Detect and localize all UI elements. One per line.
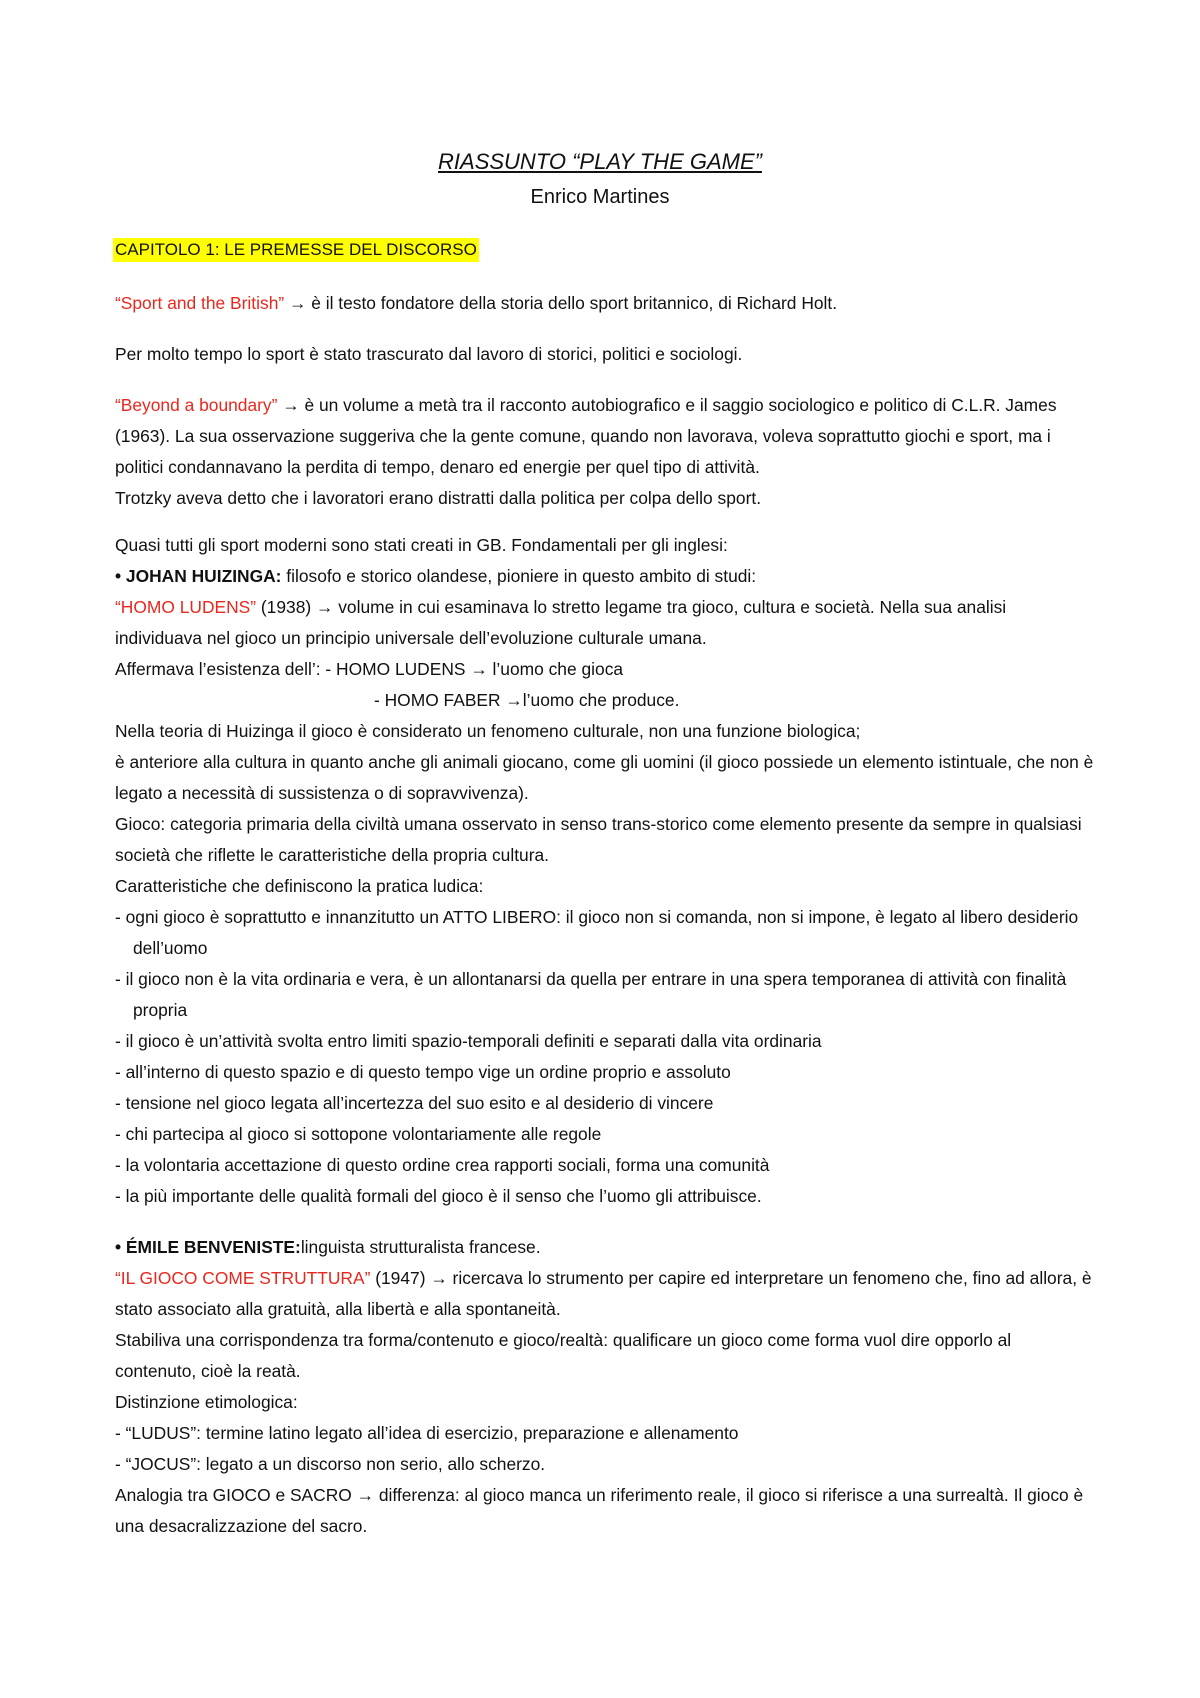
- paragraph-text: (1938) → volume in cui esaminava lo stretto legame tra gioco, cultura e società. Nella sua analisi individuava nel gioco un principio universale dell’evoluzione culturale umana.: [115, 597, 1007, 648]
- paragraph-affermava: Affermava l’esistenza dell’: - HOMO LUDENS → l’uomo che gioca: [115, 659, 624, 679]
- list-item: - “LUDUS”: termine latino legato all’idea di esercizio, preparazione e allenamento: [115, 1423, 739, 1443]
- author-description: filosofo e storico olandese, pioniere in questo ambito di studi:: [281, 566, 757, 586]
- paragraph-homo-ludens: [115, 592, 1095, 654]
- author-description: linguista strutturalista francese.: [300, 1237, 541, 1257]
- book-reference: “HOMO LUDENS”: [115, 597, 257, 617]
- author-name: • JOHAN HUIZINGA:: [115, 566, 282, 586]
- document-body: [115, 288, 1095, 1542]
- benveniste-heading: [115, 1232, 1095, 1263]
- huizinga-heading: [115, 561, 1095, 592]
- list-item: - “JOCUS”: legato a un discorso non serio, allo scherzo.: [115, 1454, 546, 1474]
- list-item: - ogni gioco è soprattutto e innanzitutto un ATTO LIBERO: il gioco non si comanda, non si impone, è legato al libero desiderio dell’uomo: [115, 907, 1079, 958]
- paragraph-caratteristiche: Caratteristiche che definiscono la pratica ludica:: [115, 876, 484, 896]
- paragraph-teoria: Nella teoria di Huizinga il gioco è considerato un fenomeno culturale, non una funzione biologica;: [115, 721, 861, 741]
- list-item: - tensione nel gioco legata all’incertezza del suo esito e al desiderio di vincere: [115, 1093, 714, 1113]
- paragraph-intro: Quasi tutti gli sport moderni sono stati creati in GB. Fondamentali per gli inglesi:: [115, 535, 728, 555]
- list-item: - chi partecipa al gioco si sottopone volontariamente alle regole: [115, 1124, 602, 1144]
- paragraph-text: → è il testo fondatore della storia dello sport britannico, di Richard Holt.: [284, 293, 838, 313]
- document-author: Enrico Martines: [530, 186, 670, 208]
- paragraph-struttura: [115, 1263, 1095, 1325]
- list-item: - all’interno di questo spazio e di questo tempo vige un ordine proprio e assoluto: [115, 1062, 731, 1082]
- paragraph-neglect: Per molto tempo lo sport è stato trascurato dal lavoro di storici, politici e sociologi.: [115, 344, 743, 364]
- paragraph-stabiliva: Stabiliva una corrispondenza tra forma/contenuto e gioco/realtà: qualificare un gioco come forma vuol dire opporlo al contenuto, cioè la reatà.: [115, 1330, 1012, 1381]
- list-item: - la più importante delle qualità formali del gioco è il senso che l’uomo gli attribuisce.: [115, 1186, 762, 1206]
- paragraph-analogia: Analogia tra GIOCO e SACRO → differenza: al gioco manca un riferimento reale, il gioco si riferisce a una surrealtà. Il gioco è una desacralizzazione del sacro.: [115, 1485, 1084, 1536]
- book-reference: “Beyond a boundary”: [115, 395, 278, 415]
- paragraph-anteriore: è anteriore alla cultura in quanto anche gli animali giocano, come gli uomini (il gioco possiede un elemento istintuale, che non è legato a necessità di sussistenza o di sopravvivenza).: [115, 752, 1094, 803]
- list-item: - il gioco è un’attività svolta entro limiti spazio-temporali definiti e separati dalla vita ordinaria: [115, 1031, 822, 1051]
- book-reference: “Sport and the British”: [115, 293, 285, 313]
- list-item: - il gioco non è la vita ordinaria e vera, è un allontanarsi da quella per entrare in una spera temporanea di attività con finalità propria: [115, 969, 1067, 1020]
- paragraph-text: (1947) → ricercava lo strumento per capire ed interpretare un fenomeno che, fino ad allora, è stato associato alla gratuità, alla libertà e alla spontaneità.: [115, 1268, 1092, 1319]
- paragraph-distinzione: Distinzione etimologica:: [115, 1392, 298, 1412]
- chapter-heading: CAPITOLO 1: LE PREMESSE DEL DISCORSO: [113, 238, 479, 262]
- paragraph-holt: [115, 288, 1095, 319]
- paragraph-faber: - HOMO FABER →l’uomo che produce.: [374, 690, 680, 710]
- document-title: RIASSUNTO “PLAY THE GAME”: [438, 149, 762, 174]
- paragraph-james: [115, 390, 1095, 483]
- book-reference: “IL GIOCO COME STRUTTURA”: [115, 1268, 371, 1288]
- paragraph-text: → è un volume a metà tra il racconto autobiografico e il saggio sociologico e politico di C.L.R. James (1963). La sua osservazione suggeriva che la gente comune, quando non lavorava, voleva soprattutto giochi e sport, ma i politici condannavano la perdita di tempo, denaro ed energie per quel tipo di attività.: [115, 395, 1057, 477]
- paragraph-trotzky: Trotzky aveva detto che i lavoratori erano distratti dalla politica per colpa dello sport.: [115, 488, 762, 508]
- list-item: - la volontaria accettazione di questo ordine crea rapporti sociali, forma una comunità: [115, 1155, 770, 1175]
- paragraph-gioco-def: Gioco: categoria primaria della civiltà umana osservato in senso trans-storico come elemento presente da sempre in qualsiasi società che riflette le caratteristiche della propria cultura.: [115, 814, 1082, 865]
- author-name: • ÉMILE BENVENISTE:: [115, 1237, 301, 1257]
